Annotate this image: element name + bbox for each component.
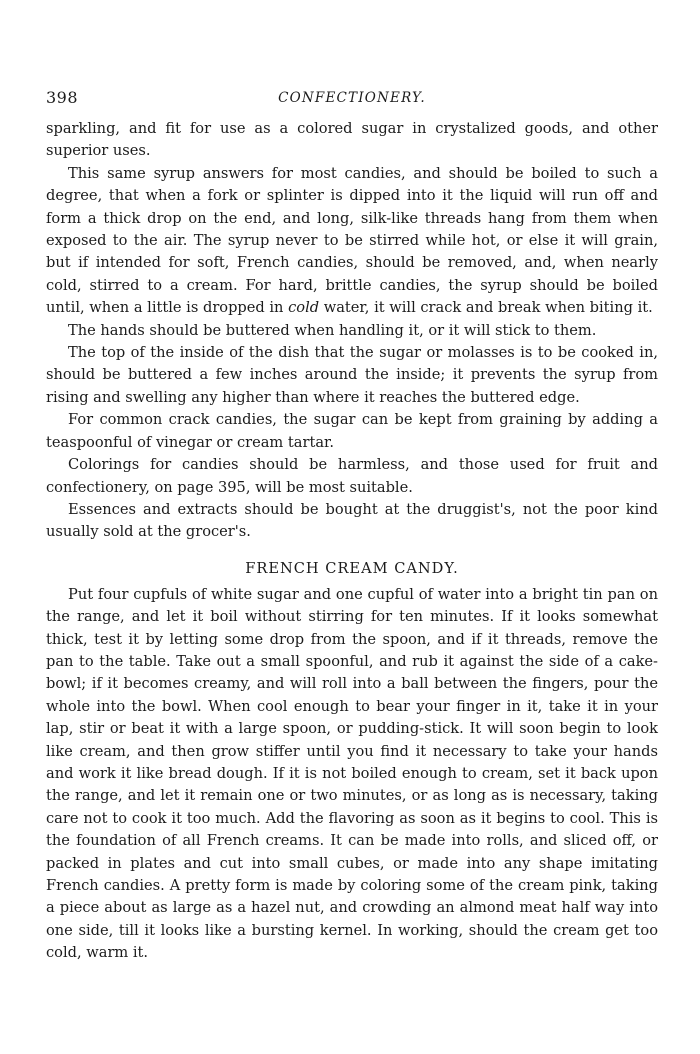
paragraph-hands: The hands should be buttered when handling it, or it will stick to them.: [68, 321, 597, 339]
book-page: [46, 86, 658, 965]
paragraph-syrup-test-end: water, it will crack and break when biting it.: [323, 299, 653, 317]
paragraph-dish: The top of the inside of the dish that the sugar or molasses is to be cooked in, should be buttered a few inches around the inside; it prevents the syrup from rising and swelling any higher than where it reaches the buttered edge.: [46, 344, 658, 406]
section-heading: FRENCH CREAM CANDY.: [245, 559, 459, 577]
paragraph-colorings: Colorings for candies should be harmless, and those used for fruit and confectionery, on page 395, will be most suitable.: [46, 456, 658, 496]
paragraph-continuation: sparkling, and fit for use as a colored sugar in crystalized goods, and other superior uses.: [46, 120, 658, 160]
paragraph-essences: Essences and extracts should be bought at the druggist's, not the poor kind usually sold at the grocer's.: [46, 500, 658, 541]
paragraph-crack-candies: For common crack candies, the sugar can be kept from graining by adding a teaspoonful of vinegar or cream tartar.: [46, 411, 658, 451]
running-title: CONFECTIONERY.: [278, 90, 426, 106]
paragraph-syrup-test-text: This same syrup answers for most candies, and should be boiled to such a degree, that when a fork or splinter is dipped into it the liquid will run off and form a thick drop on the end, and long, silk-like threads hang from them when exposed to the air. The syrup never to be stirred while hot, or else it will grain, but if intended for soft, French candies, should be removed, and, when nearly cold, stirred to a cream. For hard, brittle candies, the syrup should be boiled until, when a little is dropped in: [46, 164, 658, 317]
paragraph-syrup-test: [46, 163, 658, 320]
emphasis-cold: cold: [288, 299, 320, 317]
paragraph-french-cream: Put four cupfuls of white sugar and one cupful of water into a bright tin pan on the range, and let it boil without stirring for ten minutes. If it looks somewhat thick, test it by letting some drop from the spoon, and if it threads, remove the pan to the table. Take out a small spoonful, and rub it against the side of a cake-bowl; if it becomes creamy, and will roll into a ball between the fingers, pour the whole into the bowl. When cool enough to bear your finger in it, take it in your lap, stir or beat it with a large spoon, or pudding-stick. It will soon begin to look like cream, and then grow stiffer until you find it necessary to take your hands and work it like bread dough. If it is not boiled enough to cream, set it back upon the range, and let it remain one or two minutes, or as long as is necessary, taking care not to cook it too much. Add the flavoring as soon as it begins to cool. This is the foundation of all French creams. It can be made into rolls, and sliced off, or packed in plates and cut into small cubes, or made into any shape imitating French candies. A pretty form is made by coloring some of the cream pink, taking a piece about as large as a hazel nut, and crowding an almond meat half way into one side, till it looks like a bursting kernel. In working, should the cream get too cold, warm it.: [46, 585, 658, 962]
page-number: 398: [46, 88, 79, 107]
running-head: [46, 86, 658, 110]
